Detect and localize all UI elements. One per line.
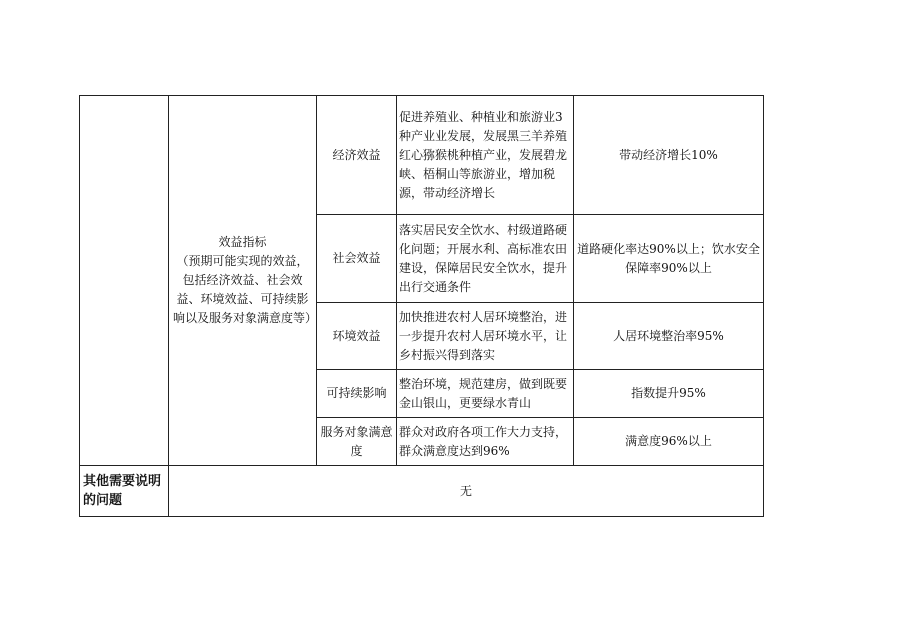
category-environment: 环境效益 <box>317 303 397 370</box>
category-sustainable: 可持续影响 <box>317 370 397 418</box>
target-economic: 带动经济增长10% <box>574 96 764 215</box>
target-social: 道路硬化率达90%以上；饮水安全保障率90%以上 <box>574 215 764 303</box>
category-satisfaction: 服务对象满意度 <box>317 418 397 466</box>
content-social: 落实居民安全饮水、村级道路硬化问题；开展水利、高标准农田建设，保障居民安全饮水，提升出行交通条件 <box>397 215 574 303</box>
content-environment: 加快推进农村人居环境整治，进一步提升农村人居环境水平，让乡村振兴得到落实 <box>397 303 574 370</box>
indicator-title: 效益指标 <box>218 235 267 249</box>
target-satisfaction: 满意度96%以上 <box>574 418 764 466</box>
content-sustainable: 整治环境，规范建房，做到既要金山银山，更要绿水青山 <box>397 370 574 418</box>
other-label: 其他需要说明的问题 <box>80 466 169 517</box>
category-social: 社会效益 <box>317 215 397 303</box>
table-row <box>80 96 764 215</box>
content-satisfaction: 群众对政府各项工作大力支持，群众满意度达到96% <box>397 418 574 466</box>
indicator-cell <box>169 96 317 466</box>
other-value: 无 <box>169 466 764 517</box>
blank-cell <box>80 96 169 466</box>
target-sustainable: 指数提升95% <box>574 370 764 418</box>
content-economic: 促进养殖业、种植业和旅游业3种产业业发展，发展黑三羊养殖红心猕猴桃种植产业，发展碧龙峡、梧桐山等旅游业，增加税源，带动经济增长 <box>397 96 574 215</box>
category-economic: 经济效益 <box>317 96 397 215</box>
performance-table <box>79 95 764 517</box>
target-environment: 人居环境整治率95% <box>574 303 764 370</box>
table-row <box>80 466 764 517</box>
indicator-note: （预期可能实现的效益，包括经济效益、社会效益、环境效益、可持续影响以及服务对象满意度等） <box>173 254 318 325</box>
